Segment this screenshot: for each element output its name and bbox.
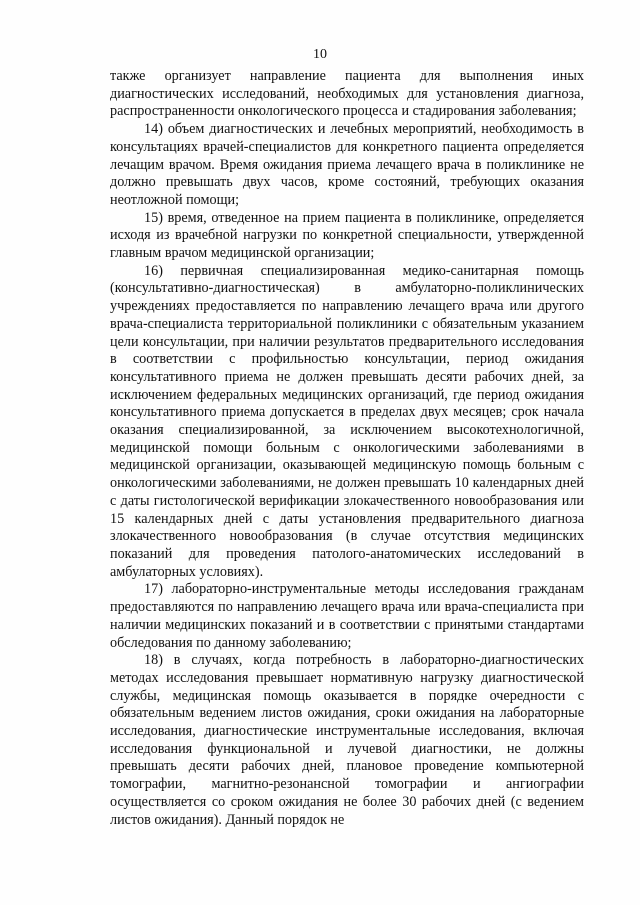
page-number: 10 [313,47,327,62]
document-body [110,68,584,829]
paragraph-item-17: 17) лабораторно-инструментальные методы исследования гражданам предоставляются по направлению лечащего врача или врача-специалиста при наличии медицинских показаний и в соответствии с принятыми стандартами обследования по данному заболеванию; [110,581,584,651]
paragraph-continuation: также организует направление пациента для выполнения иных диагностических исследований, необходимых для установления диагноза, распространенности онкологического процесса и стадирования заболевания; [110,68,584,120]
paragraph-item-14: 14) объем диагностических и лечебных мероприятий, необходимость в консультациях врачей-специалистов для конкретного пациента определяется лечащим врачом. Время ожидания приема лечащего врача в поликлинике не должно превышать двух часов, кроме состояний, требующих оказания неотложной помощи; [110,121,584,208]
paragraph-item-15: 15) время, отведенное на прием пациента в поликлинике, определяется исходя из врачебной нагрузки по конкретной специальности, утвержденной главным врачом медицинской организации; [110,209,584,262]
paragraph-item-18: 18) в случаях, когда потребность в лабораторно-диагностических методах исследования превышает нормативную нагрузку диагностической службы, медицинская помощь оказывается в порядке очередности с обязательным ведением листов ожидания, сроки ожидания на лабораторные исследования, диагностические инструментальные исследования, включая исследования функциональной и лучевой диагностики, не должны превышать десяти рабочих дней, плановое проведение компьютерной томографии, магнитно-резонансной томографии и ангиографии осуществляется со сроком ожидания не более 30 рабочих дней (с ведением листов ожидания). Данный порядок не [110,652,584,828]
paragraph-item-16: 16) первичная специализированная медико-санитарная помощь (консультативно-диагностическая) в амбулаторно-поликлинических учреждениях предоставляется по направлению лечащего врача или другого врача-специалиста территориальной поликлиники с обязательным указанием цели консультации, при наличии результатов предварительного исследования в соответствии с профильностью консультации, период ожидания консультативного приема не должен превышать десяти рабочих дней, за исключением федеральных медицинских организаций, где период ожидания консультативного приема допускается в пределах двух месяцев; срок начала оказания специализированной, за исключением высокотехнологичной, медицинской помощи больным с онкологическими заболеваниями в медицинской организации, оказывающей медицинскую помощь больным с онкологическими заболеваниями, не должен превышать 10 календарных дней с даты гистологической верификации злокачественного новообразования или 15 календарных дней с даты установления предварительного диагноза злокачественного новообразования (в случае отсутствия медицинских показаний для проведения патолого-анатомических исследований в амбулаторных условиях). [110,262,584,580]
